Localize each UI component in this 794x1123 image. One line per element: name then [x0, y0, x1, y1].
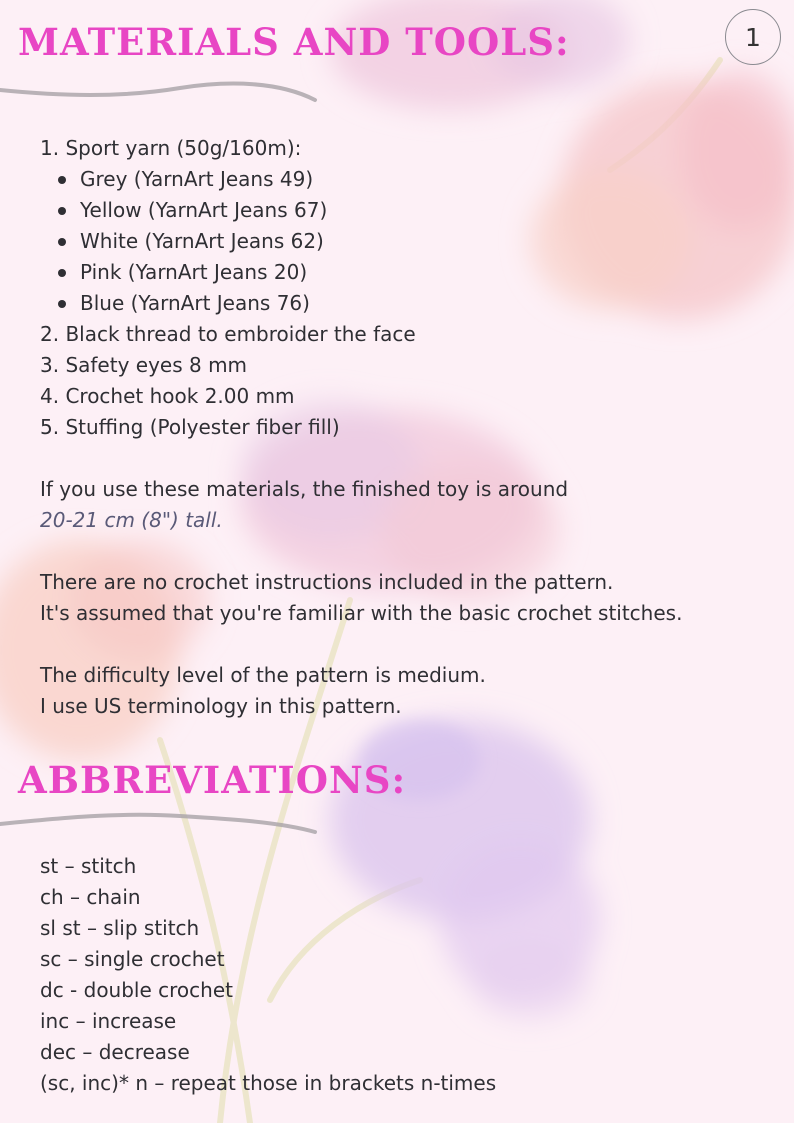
list-item: 5. Stuffing (Polyester fiber fill): [40, 415, 340, 439]
page-number: 1: [745, 22, 761, 52]
list-item: Grey (YarnArt Jeans 49): [40, 164, 682, 195]
list-item: Pink (YarnArt Jeans 20): [40, 257, 682, 288]
list-item: White (YarnArt Jeans 62): [40, 226, 682, 257]
size-text: If you use these materials, the finished toy is around: [40, 477, 569, 501]
abbreviations-list: [40, 851, 496, 1099]
instructions-note: There are no crochet instructions included in the pattern.: [40, 570, 614, 594]
list-item: inc – increase: [40, 1009, 177, 1033]
terminology-note: I use US terminology in this pattern.: [40, 694, 402, 718]
materials-heading: MATERIALS AND TOOLS:: [18, 20, 570, 64]
abbreviations-heading: ABBREVIATIONS:: [18, 758, 407, 802]
page-number-badge: [725, 9, 781, 65]
heading-underline-swoosh: [0, 808, 320, 838]
list-item: Blue (YarnArt Jeans 76): [40, 288, 682, 319]
list-item: 1. Sport yarn (50g/160m):: [40, 136, 302, 160]
instructions-note: It's assumed that you're familiar with the basic crochet stitches.: [40, 601, 683, 625]
heading-underline-swoosh: [0, 78, 320, 108]
list-item: ch – chain: [40, 885, 141, 909]
materials-list: [40, 133, 682, 722]
list-item: dec – decrease: [40, 1040, 190, 1064]
list-item: sc – single crochet: [40, 947, 225, 971]
list-item: 4. Crochet hook 2.00 mm: [40, 384, 295, 408]
size-value: 20-21 cm (8") tall.: [40, 508, 223, 532]
list-item: Yellow (YarnArt Jeans 67): [40, 195, 682, 226]
list-item: 2. Black thread to embroider the face: [40, 322, 416, 346]
list-item: st – stitch: [40, 854, 137, 878]
list-item: sl st – slip stitch: [40, 916, 200, 940]
list-item: 3. Safety eyes 8 mm: [40, 353, 248, 377]
difficulty-note: The difficulty level of the pattern is medium.: [40, 663, 486, 687]
list-item: dc - double crochet: [40, 978, 233, 1002]
list-item: (sc, inc)* n – repeat those in brackets n-times: [40, 1071, 497, 1095]
